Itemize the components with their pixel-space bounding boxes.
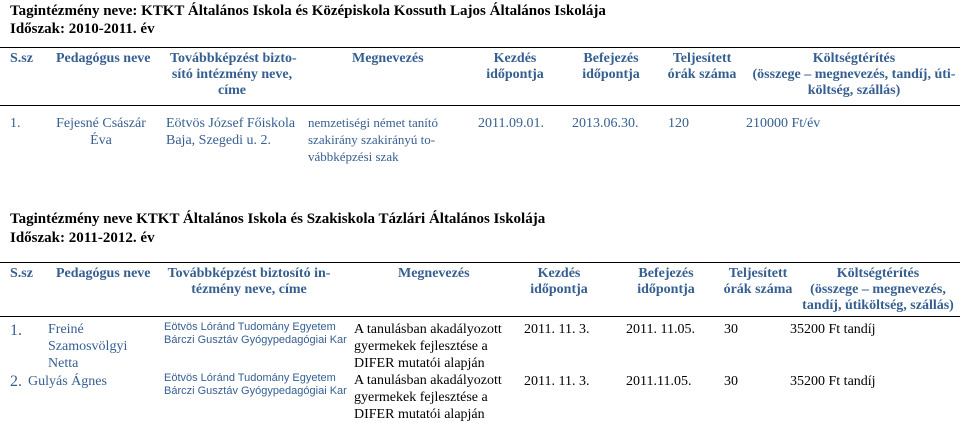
s2-row2-ssz: 2.: [10, 373, 22, 390]
s2-header-ssz: S.sz: [10, 266, 33, 281]
s2-row2-cost: 35200 Ft tandíj: [790, 374, 876, 389]
s1-header-tovabbkepzes: Továbbképzést bizto- sító intézmény neve, címe: [170, 51, 297, 98]
s2-row1-topic: A tanulásban akadályozott gyermekek fejlesztése a DIFER mutatói alapján: [354, 322, 502, 371]
s2-header-befejezes: Befejezés időpontja: [637, 266, 695, 297]
s1-row1-cost: 210000 Ft/év: [746, 116, 821, 131]
s1-header-pedagogus: Pedagógus neve: [56, 51, 151, 66]
section1-header-top-rule: [0, 47, 960, 48]
s2-header-pedagogus: Pedagógus neve: [56, 266, 151, 281]
section1-period: Időszak: 2010-2011. év: [10, 21, 155, 37]
section2-header-bottom-rule: [0, 316, 960, 317]
s2-header-teljesitett: Teljesített órák száma: [723, 266, 793, 297]
s1-row1-hours: 120: [668, 116, 689, 131]
s2-row2-start: 2011. 11. 3.: [524, 374, 590, 389]
s1-header-ssz: S.sz: [10, 51, 33, 66]
section1-header-bottom-rule: [0, 105, 960, 106]
section1-title: Tagintézmény neve: KTKT Általános Iskola és Középiskola Kossuth Lajos Általános Iskolája: [10, 3, 606, 19]
s1-header-teljesitett: Teljesített órák száma: [667, 51, 737, 82]
s1-row1-start: 2011.09.01.: [478, 116, 544, 131]
s2-row1-end: 2011. 11.05.: [626, 322, 695, 337]
s2-row1-cost: 35200 Ft tandíj: [790, 322, 876, 337]
s2-row1-name: Freiné Szamosvölgyi Netta: [48, 322, 128, 371]
s2-row1-institution: Eötvös Lóránd Tudomány Egyetem Bárczi Gusztáv Gyógypedagógiai Kar: [164, 321, 347, 346]
s1-row1-institution: Eötvös József Főiskola Baja, Szegedi u. 2.: [166, 116, 296, 148]
s2-row2-topic: A tanulásban akadályozott gyermekek fejlesztése a DIFER mutatói alapján: [354, 373, 502, 422]
s1-row1-ssz: 1.: [10, 116, 21, 131]
s2-header-tovabbkepzes: Továbbképzést biztosító in- tézmény neve, címe: [167, 266, 331, 297]
s1-row1-topic: nemzetiségi német tanító szakirány szakirányú to- vábbképzési szak: [308, 115, 438, 164]
s1-header-megnevezes: Megnevezés: [352, 51, 424, 66]
s2-row2-institution: Eötvös Lóránd Tudomány Egyetem Bárczi Gusztáv Gyógypedagógiai Kar: [164, 372, 347, 397]
s1-header-befejezes: Befejezés időpontja: [582, 51, 640, 82]
s2-header-kezdes: Kezdés időpontja: [530, 266, 588, 297]
s2-header-megnevezes: Megnevezés: [398, 266, 470, 281]
section2-title: Tagintézmény neve KTKT Általános Iskola és Szakiskola Tázlári Általános Iskolája: [10, 211, 546, 227]
s1-header-kezdes: Kezdés időpontja: [486, 51, 544, 82]
s2-row2-name: Gulyás Ágnes: [28, 374, 107, 389]
s1-row1-name: Fejesné Császár Éva: [56, 116, 146, 148]
s2-row2-hours: 30: [724, 374, 738, 389]
s2-row2-end: 2011.11.05.: [626, 374, 692, 389]
section2-header-top-rule: [0, 262, 960, 263]
section2-period: Időszak: 2011-2012. év: [10, 230, 155, 246]
s1-header-koltseg: Költségtérítés (összege – megnevezés, tandíj, úti- költség, szállás): [752, 51, 956, 98]
s2-row1-ssz: 1.: [10, 322, 22, 339]
s2-row1-hours: 30: [724, 322, 738, 337]
s2-row1-start: 2011. 11. 3.: [524, 322, 590, 337]
s2-header-koltseg: Költségtérítés (összege – megnevezés, tandíj, útiköltség, szállás): [802, 266, 954, 313]
s1-row1-end: 2013.06.30.: [572, 116, 639, 131]
